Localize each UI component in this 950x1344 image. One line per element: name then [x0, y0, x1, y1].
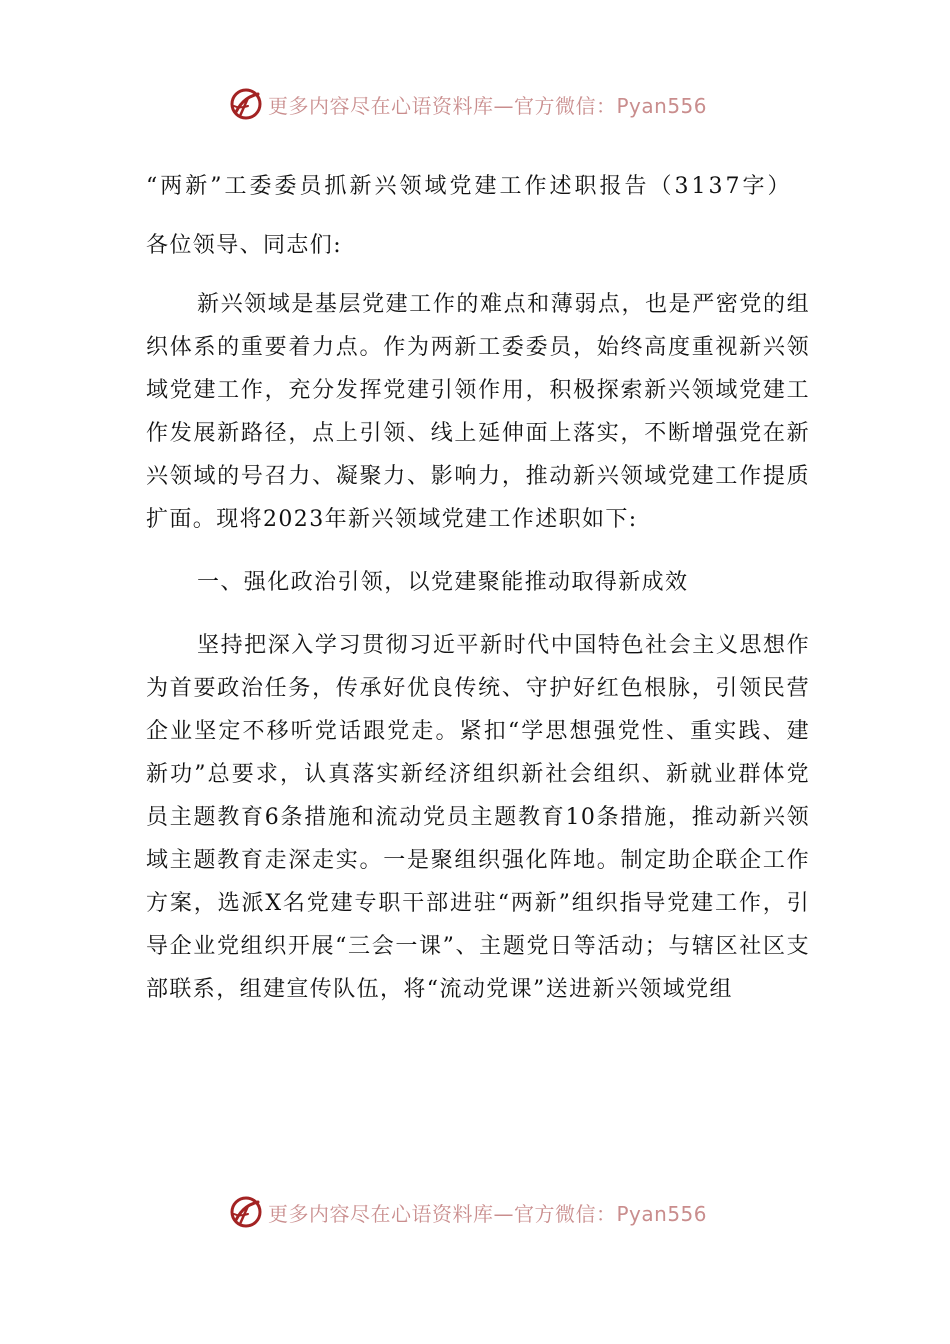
section-heading: 一、强化政治引领，以党建聚能推动取得新成效: [197, 570, 689, 595]
watermark-text: 更多内容尽在心语资料库—官方微信：Pyan556: [268, 1201, 708, 1226]
document-title: “两新”工委委员抓新兴领域党建工作述职报告（3137字）: [146, 174, 793, 199]
greeting: 各位领导、同志们:: [146, 233, 343, 258]
watermark-text: 更多内容尽在心语资料库—官方微信：Pyan556: [268, 93, 708, 118]
document-body: [146, 170, 810, 1011]
header-watermark-banner: [228, 84, 728, 124]
section-paragraph: 坚持把深入学习贯彻习近平新时代中国特色社会主义思想作为首要政治任务，传承好优良传统、守护好红色根脉，引领民营企业坚定不移听党话跟党走。紧扣“学思想强党性、重实践、建新功”总要求，认真落实新经济组织新社会组织、新就业群体党员主题教育6条措施和流动党员主题教育10条措施，推动新兴领域主题教育走深走实。一是聚组织强化阵地。制定助企联企工作方案，选派X名党建专职干部进驻“两新”组织指导党建工作，引导企业党组织开展“三会一课”、主题党日等活动；与辖区社区支部联系，组建宣传队伍，将“流动党课”送进新兴领域党组: [146, 633, 810, 1002]
intro-paragraph: 新兴领域是基层党建工作的难点和薄弱点，也是严密党的组织体系的重要着力点。作为两新工委委员，始终高度重视新兴领域党建工作，充分发挥党建引领作用，积极探索新兴领域党建工作发展新路径，点上引领、线上延伸面上落实，不断增强党在新兴领域的号召力、凝聚力、影响力，推动新兴领域党建工作提质扩面。现将2023年新兴领域党建工作述职如下:: [146, 292, 810, 532]
brand-logo-icon: [228, 86, 264, 122]
footer-watermark-banner: [228, 1192, 728, 1232]
brand-logo-icon: [228, 1194, 264, 1230]
